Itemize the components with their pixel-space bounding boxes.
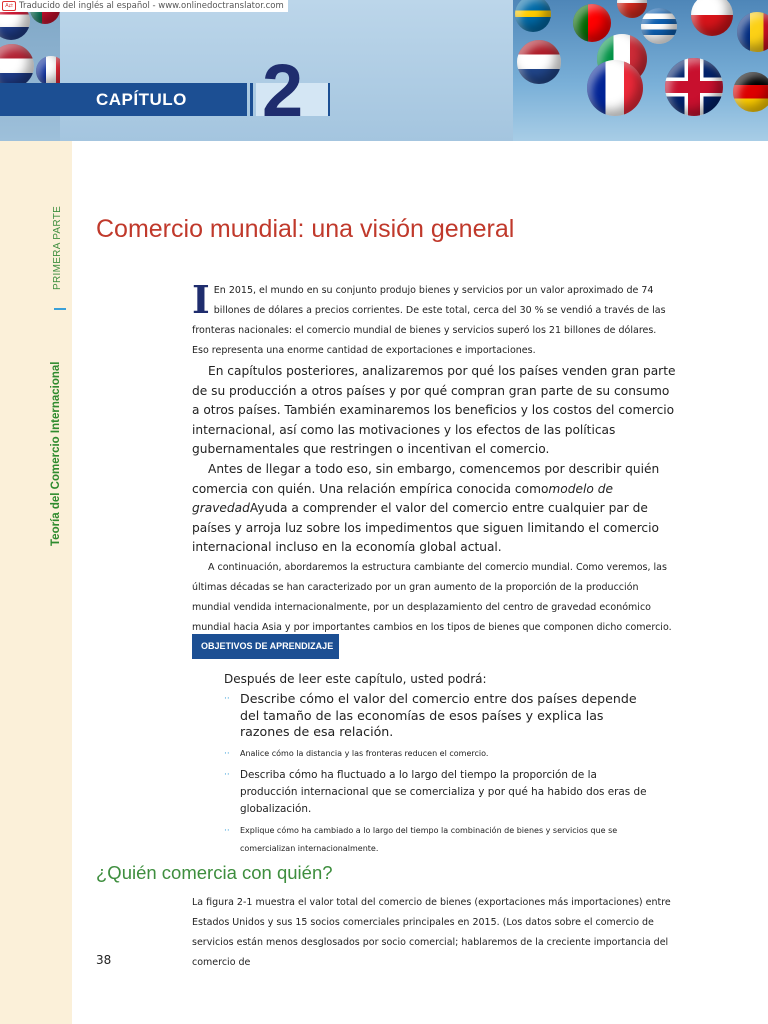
intro-paragraph-3 [192,460,676,558]
header-flag-balls-image-left [0,0,60,141]
intro-paragraph-1-text: En 2015, el mundo en su conjunto produjo bienes y servicios por un valor aproximado de 74 billones de dólares a precios corrientes. De este total, cerca del 30 % se vendió a través de las fronteras nacionales: el comercio mundial de bienes y servicios superó los 21 billones de dólares. Eso representa una enorme cantidad de exportaciones e importaciones. [192,285,666,356]
intro-paragraph-3-after: Ayuda a comprender el valor del comercio entre cualquier par de países y arroja luz sobre los impedimentos que siguen limitando el comercio internacional incluso en la economía global actual. [192,501,659,555]
objectives-list [224,691,654,862]
intro-paragraph-4: A continuación, abordaremos la estructura cambiante del comercio mundial. Como veremos, las últimas décadas se han caracterizado por un gran aumento de la proporción de la producción mundial vendida internacionalmente, por un desplazamiento del centro de gravedad económico mundial hacia Asia y por importantes cambios en los tipos de bienes que componen dicho comercio. [192,561,672,633]
section-body [192,893,676,973]
translator-notice[interactable] [0,0,288,12]
sidebar-separator [54,308,66,310]
objective-item [224,745,654,763]
objective-item [224,822,654,858]
objective-text: Describe cómo el valor del comercio entre dos países depende del tamaño de las economías de esos países y explica las razones de esa relación. [240,691,637,739]
translate-icon: A⇄ [2,1,16,11]
section-title: ¿Quién comercia con quién? [96,862,333,883]
bullet-icon: ·· [224,769,230,780]
section-paragraph: La figura 2-1 muestra el valor total del comercio de bienes (exportaciones más importaciones) entre Estados Unidos y sus 15 socios comerciales principales en 2015. (Los datos sobre el comercio de servicios están menos desglosados por socio comercial; hablaremos de la creciente importancia del comercio de [192,897,671,968]
drop-cap: I [192,277,210,322]
objectives-intro: Después de leer este capítulo, usted podrá: [224,672,487,686]
sidebar-book-label: Teoría del Comercio Internacional [50,361,62,546]
intro-paragraph-2: En capítulos posteriores, analizaremos por qué los países venden gran parte de su producción a otros países y por qué compran gran parte de su consumo a otros países. También examinaremos los beneficios y los costos del comercio internacional, así como las motivaciones y los efectos de las políticas gubernamentales que restringen o incentivan el comercio. [192,364,676,457]
chapter-number: 2 [262,49,304,132]
chapter-divider [250,83,253,116]
bullet-icon: ·· [224,694,230,704]
gravity-model-term: modelo de gravedad [192,481,613,516]
chapter-title: Comercio mundial: una visión general [96,215,515,243]
intro-paragraph-1 [192,277,676,361]
objectives-heading: OBJETIVOS DE APRENDIZAJE [192,634,339,659]
bullet-icon: ·· [224,825,230,836]
sidebar-part-label: PRIMERA PARTE [52,205,63,290]
page-number: 38 [96,953,112,967]
objective-text: Analice cómo la distancia y las fronteras reducen el comercio. [240,748,489,758]
intro-paragraph-3-before: Antes de llegar a todo eso, sin embargo, comencemos por describir quién comercia con quién. Una relación empírica conocida como [192,461,660,496]
bullet-icon: ·· [224,748,230,759]
objective-item [224,691,654,741]
intro-section [192,277,676,638]
header-flag-balls-image-right [513,0,768,141]
objective-text: Explique cómo ha cambiado a lo largo del tiempo la combinación de bienes y servicios que se comercializan internacionalmente. [240,825,618,853]
chapter-header-band [0,0,768,141]
translator-notice-text: Traducido del inglés al español - www.onlinedoctranslator.com [19,1,284,11]
objective-item [224,767,654,818]
objective-text: Describa cómo ha fluctuado a lo largo del tiempo la proporción de la producción internacional que se comercializa y por qué ha habido dos eras de globalización. [240,768,647,815]
chapter-label: CAPÍTULO [96,90,187,109]
